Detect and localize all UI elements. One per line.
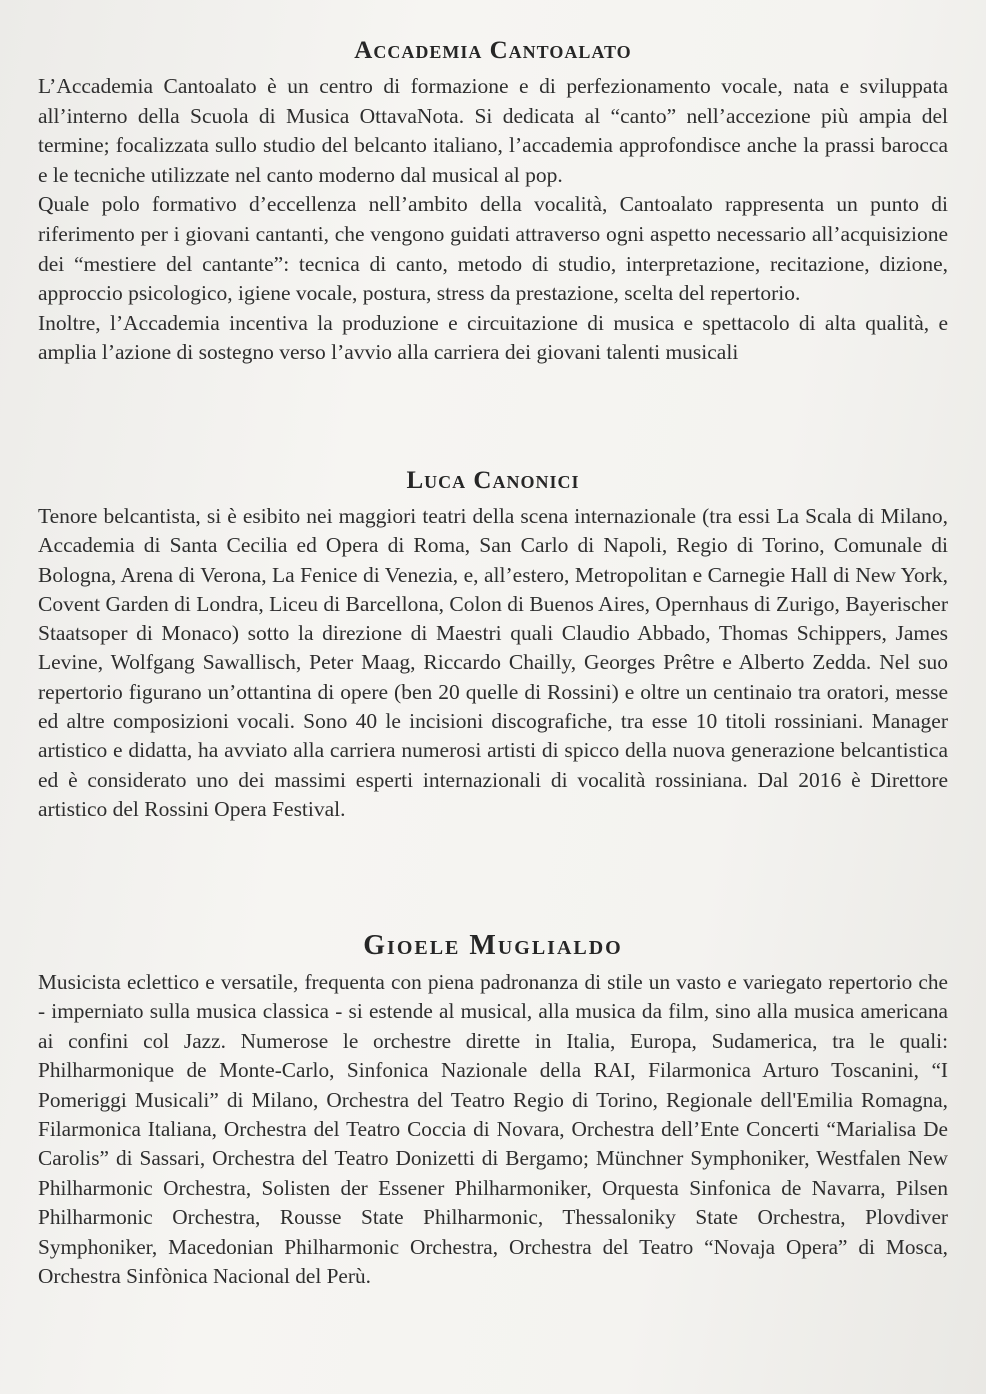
section-title: Accademia Cantoalato — [354, 37, 632, 64]
section-title: Gioele Muglialdo — [363, 930, 623, 961]
section-title: Luca Canonici — [406, 467, 580, 494]
paragraph: L’Accademia Cantoalato è un centro di formazione e di perfezionamento vocale, nata e sviluppata all’interno della Scuola di Musica OttavaNota. Si dedicata al “canto” nell’accezione più ampia del termine; focalizzata sullo studio del belcanto italiano, l’accademia approfondisce anche la prassi barocca e le tecniche utilizzate nel canto moderno dal musical al pop. — [38, 74, 948, 187]
section-gioele-muglialdo — [38, 928, 948, 1291]
paragraph: Quale polo formativo d’eccellenza nell’ambito della vocalità, Cantoalato rappresenta un punto di riferimento per i giovani cantanti, che vengono guidati attraverso ogni aspetto necessario all’acquisizione dei “mestiere del cantante”: tecnica di canto, metodo di studio, interpretazione, recitazione, dizione, approccio psicologico, igiene vocale, postura, stress da prestazione, scelta del repertorio. — [38, 192, 948, 306]
section-accademia-cantoalato — [38, 34, 948, 368]
paragraph: Tenore belcantista, si è esibito nei maggiori teatri della scena internazionale (tra essi La Scala di Milano, Accademia di Santa Cecilia ed Opera di Roma, San Carlo di Napoli, Regio di Torino, Comunale di Bologna, Arena di Verona, La Fenice di Venezia, e, all’estero, Metropolitan e Carnegie Hall di New York, Covent Garden di Londra, Liceu di Barcellona, Colon di Buenos Aires, Opernhaus di Zurigo, Bayerischer Staatsoper di Monaco) sotto la direzione di Maestri quali Claudio Abbado, Thomas Schippers, James Levine, Wolfgang Sawallisch, Peter Maag, Riccardo Chailly, Georges Prêtre e Alberto Zedda. Nel suo repertorio figurano un’ottantina di opere (ben 20 quelle di Rossini) e oltre un centinaio tra oratori, messe ed altre composizioni vocali. Sono 40 le incisioni discografiche, tra esse 10 titoli rossiniani. Manager artistico e didatta, ha avviato alla carriera numerosi artisti di spicco della nuova generazione belcantistica ed è considerato uno dei massimi esperti internazionali di vocalità rossiniana. Dal 2016 è Direttore artistico del Rossini Opera Festival. — [38, 504, 948, 821]
paragraph: Musicista eclettico e versatile, frequenta con piena padronanza di stile un vasto e variegato repertorio che - imperniato sulla musica classica - si estende al musical, alla musica da film, sino alla musica americana ai confini col Jazz. Numerose le orchestre dirette in Italia, Europa, Sudamerica, tra le quali: Philharmonique de Monte-Carlo, Sinfonica Nazionale della RAI, Filarmonica Arturo Toscanini, “I Pomeriggi Musicali” di Milano, Orchestra del Teatro Regio di Torino, Regionale dell'Emilia Romagna, Filarmonica Italiana, Orchestra del Teatro Coccia di Novara, Orchestra dell’Ente Concerti “Marialisa De Carolis” di Sassari, Orchestra del Teatro Donizetti di Bergamo; Münchner Symphoniker, Westfalen New Philharmonic Orchestra, Solisten der Essener Philharmoniker, Orquesta Sinfonica de Navarra, Pilsen Philharmonic Orchestra, Rousse State Philharmonic, Thessaloniky State Orchestra, Plovdiver Symphoniker, Macedonian Philharmonic Orchestra, Orchestra del Teatro “Novaja Opera” di Mosca, Orchestra Sinfònica Nacional del Perù. — [38, 970, 948, 1289]
section-luca-canonici — [38, 464, 948, 824]
paragraph: Inoltre, l’Accademia incentiva la produzione e circuitazione di musica e spettacolo di alta qualità, e amplia l’azione di sostegno verso l’avvio alla carriera dei giovani talenti musicali — [38, 310, 948, 365]
